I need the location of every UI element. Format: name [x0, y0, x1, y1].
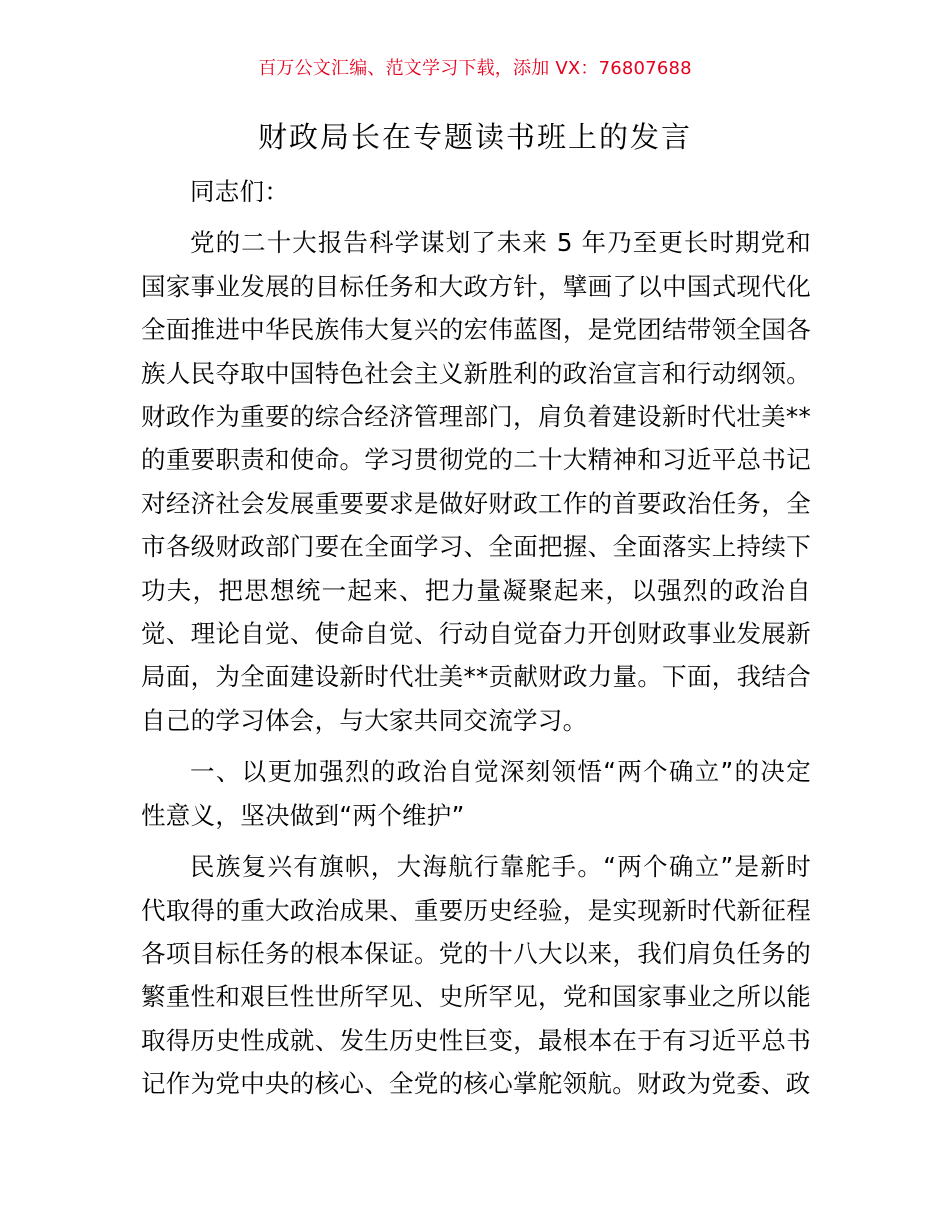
watermark-banner: 百万公文汇编、范文学习下载，添加 VX：76807688 — [258, 58, 692, 79]
document-title: 财政局长在专题读书班上的发言 — [257, 120, 692, 154]
paragraph-intro: 党的二十大报告科学谋划了未来 5 年乃至更长时期党和国家事业发展的目标任务和大政方针，擘画了以中国式现代化全面推进中华民族伟大复兴的宏伟蓝图，是党团结带领全国各族人民夺取中国特色社会主义新胜利的政治宣言和行动纲领。财政作为重要的综合经济管理部门，肩负着建设新时代壮美**的重要职责和使命。学习贯彻党的二十大精神和习近平总书记对经济社会发展重要要求是做好财政工作的首要政治任务，全市各级财政部门要在全面学习、全面把握、全面落实上持续下功夫，把思想统一起来、把力量凝聚起来，以强烈的政治自觉、理论自觉、使命自觉、行动自觉奋力开创财政事业发展新局面，为全面建设新时代壮美**贡献财政力量。下面，我结合自己的学习体会，与大家共同交流学习。 — [141, 228, 811, 735]
section-heading-1: 一、以更加强烈的政治自觉深刻领悟“两个确立”的决定性意义，坚决做到“两个维护” — [141, 757, 811, 830]
salutation: 同志们： — [190, 177, 290, 206]
paragraph-section-1: 民族复兴有旗帜，大海航行靠舵手。“两个确立”是新时代取得的重大政治成果、重要历史经验，是实现新时代新征程各项目标任务的根本保证。党的十八大以来，我们肩负任务的繁重性和艰巨性世所罕见、史所罕见，党和国家事业之所以能取得历史性成就、发生历史性巨变，最根本在于有习近平总书记作为党中央的核心、全党的核心掌舵领航。财政为党委、政 — [141, 852, 811, 1099]
document-body — [141, 170, 811, 1106]
